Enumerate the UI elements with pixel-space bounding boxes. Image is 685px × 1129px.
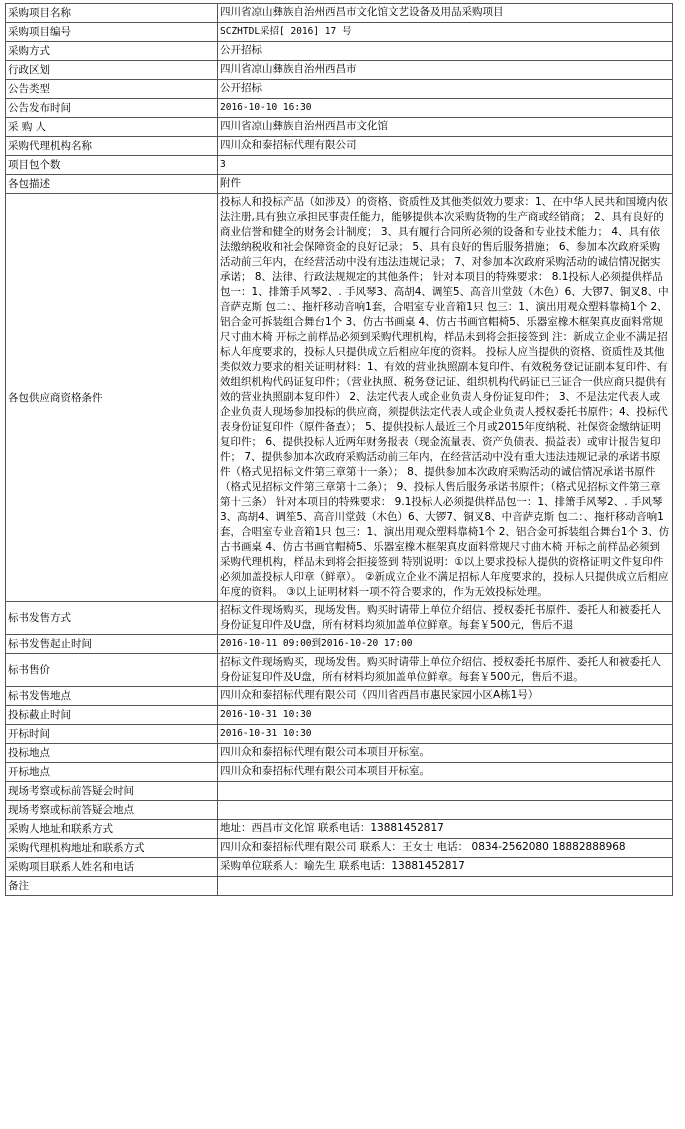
table-row xyxy=(6,194,673,602)
table-row xyxy=(6,858,673,877)
row-label-project-number: 采购项目编号 xyxy=(6,23,218,42)
table-row xyxy=(6,654,673,687)
row-label-agency-contact: 采购代理机构地址和联系方式 xyxy=(6,839,218,858)
row-label-opening-time: 开标时间 xyxy=(6,725,218,744)
row-label-tender-sale-method: 标书发售方式 xyxy=(6,602,218,635)
row-value-project-number: SCZHTDL采招[ 2016] 17 号 xyxy=(218,23,673,42)
row-label-site-visit-time: 现场考察或标前答疑会时间 xyxy=(6,782,218,801)
row-label-purchaser: 采 购 人 xyxy=(6,118,218,137)
row-label-project-contact: 采购项目联系人姓名和电话 xyxy=(6,858,218,877)
row-label-procurement-method: 采购方式 xyxy=(6,42,218,61)
table-row xyxy=(6,820,673,839)
row-value-agency-name: 四川众和泰招标代理有限公司 xyxy=(218,137,673,156)
row-value-remarks xyxy=(218,877,673,896)
row-label-region: 行政区划 xyxy=(6,61,218,80)
announcement-container xyxy=(5,3,672,896)
row-label-publish-time: 公告发布时间 xyxy=(6,99,218,118)
row-value-purchaser-contact: 地址：西昌市文化馆 联系电话：13881452817 xyxy=(218,820,673,839)
row-label-purchaser-contact: 采购人地址和联系方式 xyxy=(6,820,218,839)
row-value-project-contact: 采购单位联系人：喻先生 联系电话：13881452817 xyxy=(218,858,673,877)
row-value-opening-location: 四川众和泰招标代理有限公司本项目开标室。 xyxy=(218,763,673,782)
row-label-package-description: 各包描述 xyxy=(6,175,218,194)
row-value-tender-price: 招标文件现场购买，现场发售。购买时请带上单位介绍信、授权委托书原件、委托人和被委托人身份证复印件及U盘，所有材料均须加盖单位鲜章。每套￥500元，售后不退。 xyxy=(218,654,673,687)
table-row xyxy=(6,839,673,858)
row-label-package-count: 项目包个数 xyxy=(6,156,218,175)
row-value-publish-time: 2016-10-10 16:30 xyxy=(218,99,673,118)
row-value-site-visit-time xyxy=(218,782,673,801)
table-row xyxy=(6,725,673,744)
row-value-tender-sale-period: 2016-10-11 09:00到2016-10-20 17:00 xyxy=(218,635,673,654)
row-value-tender-sale-method: 招标文件现场购买，现场发售。购买时请带上单位介绍信、授权委托书原件、委托人和被委托人身份证复印件及U盘，所有材料均须加盖单位鲜章。每套￥500元，售后不退 xyxy=(218,602,673,635)
row-value-notice-type: 公开招标 xyxy=(218,80,673,99)
table-row xyxy=(6,61,673,80)
procurement-info-table xyxy=(5,3,673,896)
row-value-package-count: 3 xyxy=(218,156,673,175)
row-label-tender-sale-period: 标书发售起止时间 xyxy=(6,635,218,654)
row-value-procurement-method: 公开招标 xyxy=(218,42,673,61)
row-value-site-visit-location xyxy=(218,801,673,820)
table-row xyxy=(6,99,673,118)
table-row xyxy=(6,602,673,635)
row-label-notice-type: 公告类型 xyxy=(6,80,218,99)
table-row xyxy=(6,156,673,175)
table-row xyxy=(6,175,673,194)
row-label-bid-location: 投标地点 xyxy=(6,744,218,763)
row-label-remarks: 备注 xyxy=(6,877,218,896)
table-row xyxy=(6,706,673,725)
table-row xyxy=(6,635,673,654)
table-row xyxy=(6,782,673,801)
table-row xyxy=(6,877,673,896)
table-row xyxy=(6,687,673,706)
row-label-tender-price: 标书售价 xyxy=(6,654,218,687)
row-value-project-name: 四川省凉山彝族自治州西昌市文化馆文艺设备及用品采购项目 xyxy=(218,4,673,23)
row-label-tender-sale-location: 标书发售地点 xyxy=(6,687,218,706)
row-value-bid-location: 四川众和泰招标代理有限公司本项目开标室。 xyxy=(218,744,673,763)
table-row xyxy=(6,80,673,99)
table-row xyxy=(6,4,673,23)
row-value-bid-deadline: 2016-10-31 10:30 xyxy=(218,706,673,725)
row-label-site-visit-location: 现场考察或标前答疑会地点 xyxy=(6,801,218,820)
table-row xyxy=(6,137,673,156)
row-value-package-description: 附件 xyxy=(218,175,673,194)
row-value-purchaser: 四川省凉山彝族自治州西昌市文化馆 xyxy=(218,118,673,137)
row-label-opening-location: 开标地点 xyxy=(6,763,218,782)
row-value-opening-time: 2016-10-31 10:30 xyxy=(218,725,673,744)
table-row xyxy=(6,118,673,137)
table-row xyxy=(6,763,673,782)
table-row xyxy=(6,42,673,61)
table-row xyxy=(6,801,673,820)
table-row xyxy=(6,23,673,42)
row-label-agency-name: 采购代理机构名称 xyxy=(6,137,218,156)
row-value-tender-sale-location: 四川众和泰招标代理有限公司（四川省西昌市惠民家园小区A栋1号） xyxy=(218,687,673,706)
row-value-region: 四川省凉山彝族自治州西昌市 xyxy=(218,61,673,80)
row-value-agency-contact: 四川众和泰招标代理有限公司 联系人：王女士 电话： 0834-2562080 18882888968 xyxy=(218,839,673,858)
row-label-bid-deadline: 投标截止时间 xyxy=(6,706,218,725)
row-value-supplier-qualifications: 投标人和投标产品（如涉及）的资格、资质性及其他类似效力要求：1、在中华人民共和国境内依法注册,具有独立承担民事责任能力，能够提供本次采购货物的生产商或经销商； 2、具有良好的商业信誉和健全的财务会计制度； 3、具有履行合同所必须的设备和专业技术能力； 4、具有依法缴纳税收和社会保障资金的良好记录； 5、具有良好的售后服务措施； 6、参加本次政府采购活动前三年内，在经营活动中没有违法违规记录； 7、对参加本次政府采购活动的诚信情况据实承诺； 8、法律、行政法规规定的其他条件； 针对本项目的特殊要求： 8.1投标人必须提供样品包一：1、排箫手风琴2、. 手风琴3、高胡4、调笙5、高音川堂鼓（木色）6、大锣7、铜叉8、中音萨克斯 包二：、拖杆移动音响1套，合唱室专业音箱1只 包三：1、演出用观众塑料靠椅1个 2、铝合金可拆装组合舞台1个 3、仿古书画桌 4、仿古书画官帽椅5、乐器室橡木框架真皮面料常规尺寸曲木椅 开标之前样品必须到采购代理机构，样品未到将会拒接签到 注：新成立企业不满足招标人年度要求的，投标人只提供成立后相应年度的资料。 投标人应当提供的资格、资质性及其他类似效力要求的相关证明材料：1、有效的营业执照副本复印件、有效税务登记证副本复印件、有效组织机构代码证复印件；（营业执照、税务登记证、组织机构代码证已三证合一供应商只提供有效的营业执照副本复印件） 2、法定代表人或企业负责人身份证复印件； 3、不是法定代表人或企业负责人现场参加投标的供应商，须提供法定代表人或企业负责人授权委托书原件；4、投标代表身份证复印件（原件备查）； 5、提供投标人最近三个月或2015年度纳税、社保资金缴纳证明复印件； 6、提供投标人近两年财务报表（现金流量表、资产负债表、损益表）或审计报告复印件； 7、提供参加本次政府采购活动前三年内，在经营活动中没有重大违法违规记录的承诺书原件（格式见招标文件第三章第十一条）； 8、提供参加本次政府采购活动的诚信情况承诺书原件（格式见招标文件第三章第十二条）； 9、投标人售后服务承诺书原件；（格式见招标文件第三章第十三条） 针对本项目的特殊要求： 9.1投标人必须提供样品包一：1、排箫手风琴2、. 手风琴3、高胡4、调笙5、高音川堂鼓（木色）6、大锣7、铜叉8、中音萨克斯 包二：、拖杆移动音响1套，合唱室专业音箱1只 包三：1、演出用观众塑料靠椅1个 2、铝合金可拆装组合舞台1个 3、仿古书画桌 4、仿古书画官帽椅5、乐器室橡木框架真皮面料常规尺寸曲木椅 开标之前样品必须到采购代理机构，样品未到将会拒接签到 特别说明：①以上要求投标人提供的资格证明文件复印件必须加盖投标人印章（鲜章）。 ②新成立企业不满足招标人年度要求的，投标人只提供成立后相应年度的资料。 ③以上证明材料一项不符合要求的，作为无效投标处理。 xyxy=(218,194,673,602)
row-label-supplier-qualifications: 各包供应商资格条件 xyxy=(6,194,218,602)
table-row xyxy=(6,744,673,763)
row-label-project-name: 采购项目名称 xyxy=(6,4,218,23)
